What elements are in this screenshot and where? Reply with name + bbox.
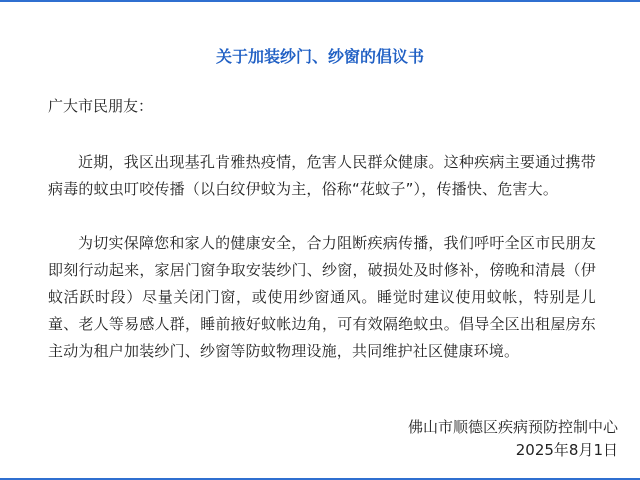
signature-organization: 佛山市顺德区疾病预防控制中心 xyxy=(407,418,618,436)
salutation: 广大市民朋友： xyxy=(48,97,154,115)
document-title: 关于加装纱门、纱窗的倡议书 xyxy=(215,47,424,66)
signature-date: 2025年8月1日 xyxy=(515,441,618,459)
paragraph-1: 近期，我区出现基孔肯雅热疫情，危害人民群众健康。这种疾病主要通过携带病毒的蚊虫叮咬传播（以白纹伊蚊为主，俗称“花蚊子”），传播快、危害大。 xyxy=(48,153,596,198)
paragraph-2: 为切实保障您和家人的健康安全，合力阻断疾病传播，我们呼吁全区市民朋友即刻行动起来，家居门窗争取安装纱门、纱窗，破损处及时修补，傍晚和清晨（伊蚊活跃时段）尽量关闭门窗，或使用纱窗通风。睡觉时建议使用蚊帐，特别是儿童、老人等易感人群，睡前掖好蚊帐边角，可有效隔绝蚊虫。倡导全区出租屋房东主动为租户加装纱门、纱窗等防蚊物理设施，共同维护社区健康环境。 xyxy=(48,234,596,360)
